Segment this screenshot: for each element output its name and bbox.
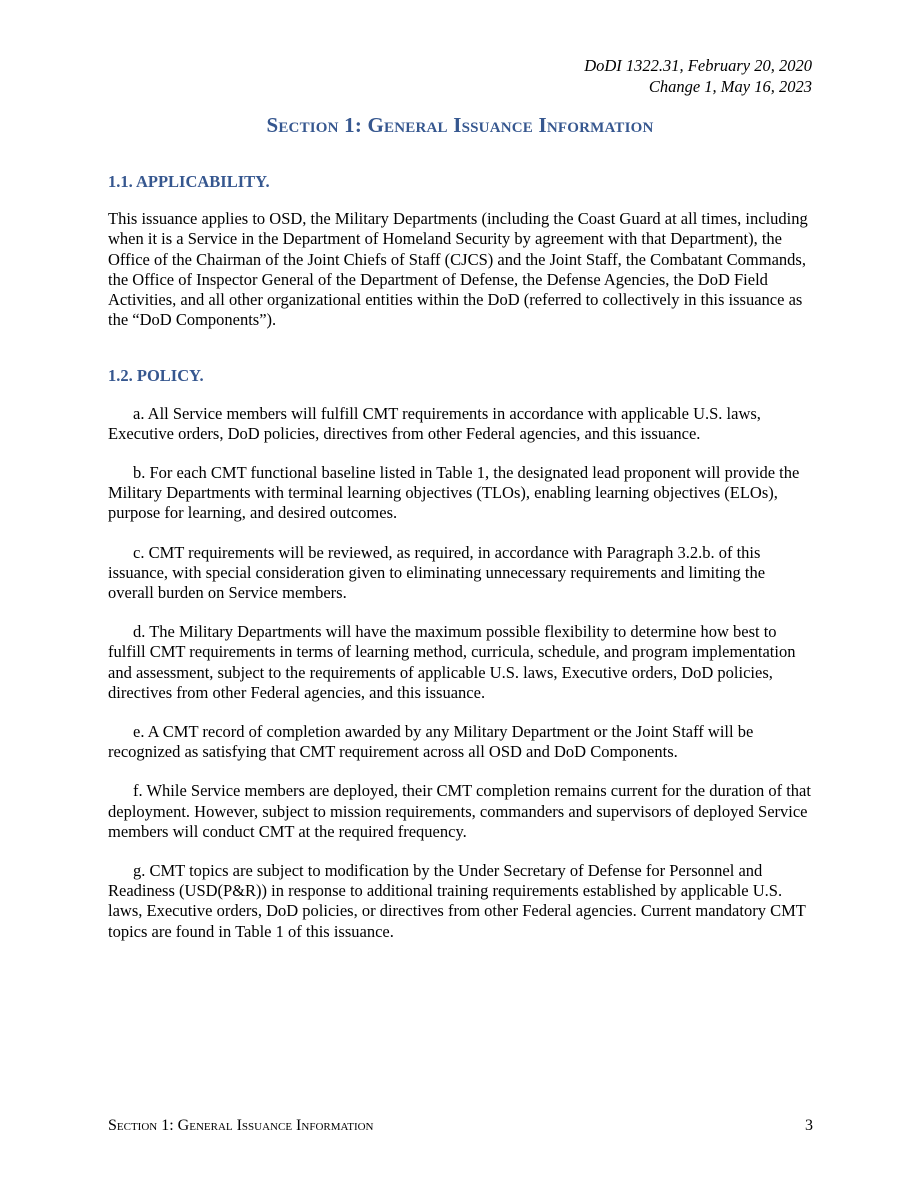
policy-item-g: g. CMT topics are subject to modification by the Under Secretary of Defense for Personnel and Readiness (USD(P&R)) in response to additional training requirements established by applicable U.S. laws, Executive orders, DoD policies, or directives from other Federal agencies. Current mandatory CMT topics are found in Table 1 of this issuance.: [108, 861, 806, 941]
policy-item-b: b. For each CMT functional baseline listed in Table 1, the designated lead proponent will provide the Military Departments with terminal learning objectives (TLOs), enabling learning objectives (ELOs), purpose for learning, and desired outcomes.: [108, 463, 800, 523]
policy-heading: 1.2. POLICY.: [108, 366, 204, 386]
policy-item-e: e. A CMT record of completion awarded by any Military Department or the Joint Staff will be recognized as satisfying that CMT requirement across all OSD and DoD Components.: [108, 722, 754, 762]
header-change-note: Change 1, May 16, 2023: [648, 77, 812, 96]
policy-item-c: c. CMT requirements will be reviewed, as required, in accordance with Paragraph 3.2.b. of this issuance, with special consideration given to eliminating unnecessary requirements and limiting the overall burden on Service members.: [108, 542, 766, 603]
page-footer: [108, 1117, 813, 1135]
policy-item-d: d. The Military Departments will have the maximum possible flexibility to determine how best to fulfill CMT requirements in terms of learning method, curricula, schedule, and program implementation and assessment, subject to the requirements of applicable U.S. laws, Executive orders, DoD policies, directives from other Federal agencies, and this issuance.: [108, 622, 796, 702]
document-body: [108, 172, 813, 961]
document-header: [584, 55, 812, 97]
page-number: 3: [805, 1117, 813, 1134]
header-document-id: DoDI 1322.31, February 20, 2020: [584, 56, 812, 75]
section-title: Section 1: General Issuance Information: [266, 113, 654, 137]
footer-section-label: Section 1: General Issuance Information: [108, 1117, 374, 1134]
applicability-paragraph: This issuance applies to OSD, the Military Departments (including the Coast Guard at all times, including when it is a Service in the Department of Homeland Security by agreement with that Department), the Office of the Chairman of the Joint Chiefs of Staff (CJCS) and the Joint Staff, the Combatant Commands, the Office of Inspector General of the Department of Defense, the Defense Agencies, the DoD Field Activities, and all other organizational entities within the DoD (referred to collectively in this issuance as the “DoD Components”).: [108, 209, 808, 330]
policy-item-a: a. All Service members will fulfill CMT requirements in accordance with applicable U.S. laws, Executive orders, DoD policies, directives from other Federal agencies, and this issuance.: [108, 403, 761, 443]
policy-item-f: f. While Service members are deployed, their CMT completion remains current for the duration of that deployment. However, subject to mission requirements, commanders and supervisors of deployed Service members will conduct CMT at the required frequency.: [108, 781, 811, 841]
applicability-heading: 1.1. APPLICABILITY.: [108, 172, 270, 191]
